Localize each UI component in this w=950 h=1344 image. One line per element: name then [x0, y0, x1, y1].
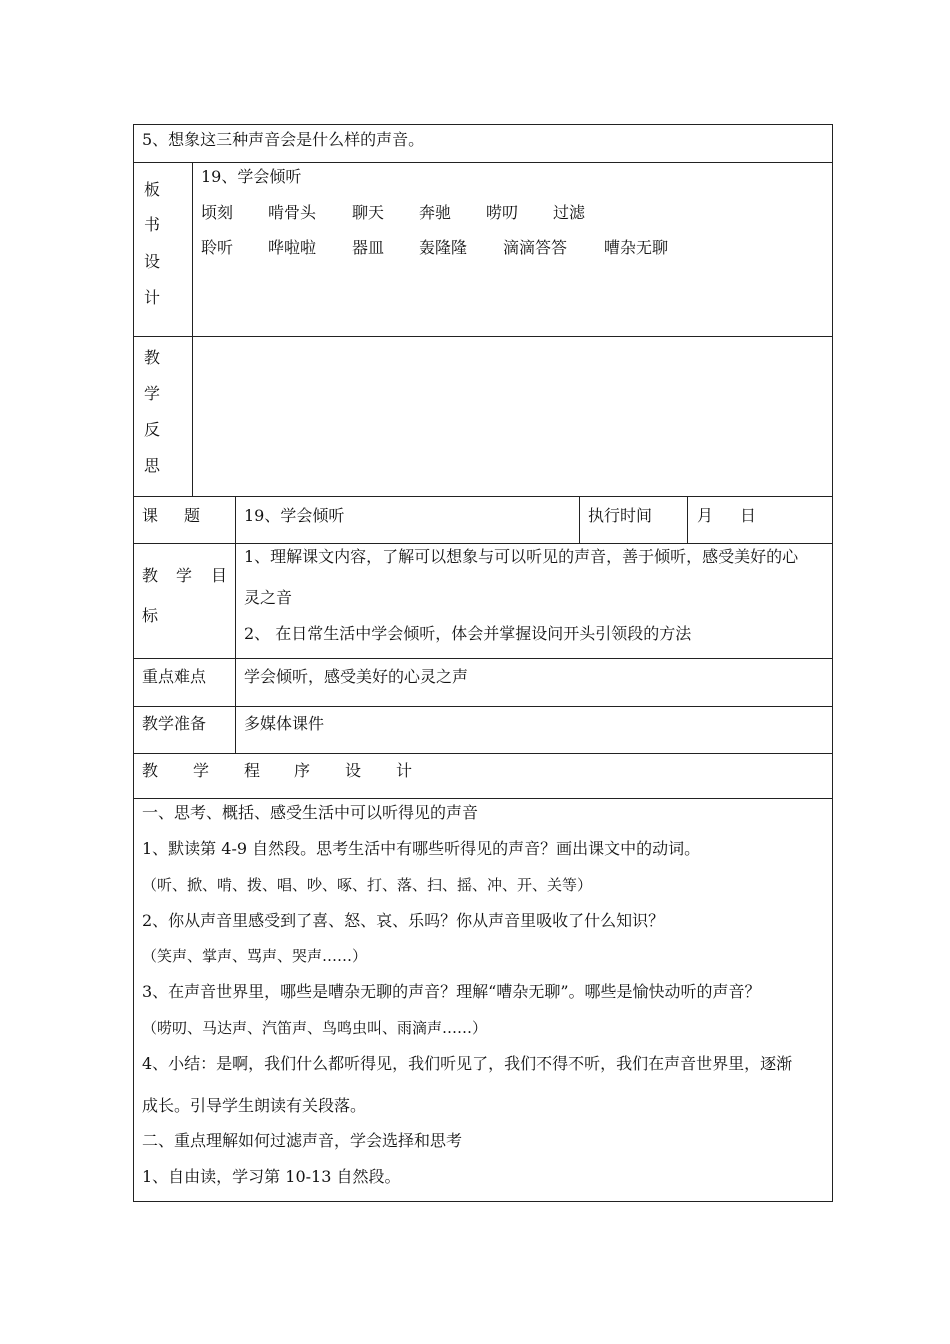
time-label: 执行时间	[588, 506, 653, 525]
reflection-label-char: 思	[144, 456, 161, 475]
board-word: 聊天	[352, 203, 385, 222]
board-word: 哗啦啦	[268, 238, 317, 257]
procedure-header-char: 计	[396, 761, 413, 780]
goals-line: 灵之音	[244, 588, 293, 607]
procedure-line: 一、思考、概括、感受生活中可以听得见的声音	[142, 803, 479, 822]
goals-label-d: 标	[142, 606, 159, 625]
row-divider	[133, 706, 833, 707]
goals-label-b: 学	[176, 566, 193, 585]
prep-value: 多媒体课件	[244, 714, 325, 733]
procedure-line: 4、小结：是啊，我们什么都听得见，我们听见了，我们不得不听，我们在声音世界里，逐渐	[142, 1054, 793, 1073]
top-row-text: 5、想象这三种声音会是什么样的声音。	[142, 130, 425, 149]
col-divider	[579, 496, 580, 543]
reflection-label-char: 反	[144, 420, 161, 439]
procedure-header-char: 设	[345, 761, 362, 780]
reflection-label-char: 教	[144, 348, 161, 367]
board-word: 器皿	[352, 238, 385, 257]
board-label-char: 设	[144, 252, 161, 271]
row-divider	[133, 496, 833, 497]
col-divider	[687, 496, 688, 543]
procedure-line: 2、你从声音里感受到了喜、怒、哀、乐吗？你从声音里吸收了什么知识？	[142, 911, 665, 930]
board-word: 轰隆隆	[419, 238, 468, 257]
procedure-line: （唠叨、马达声、汽笛声、鸟鸣虫叫、雨滴声……）	[142, 1019, 488, 1037]
row-divider	[133, 162, 833, 163]
procedure-line: （听、掀、啃、拨、唱、吵、啄、打、落、扫、摇、冲、开、关等）	[142, 876, 593, 894]
board-word: 聆听	[201, 238, 234, 257]
month-label: 月	[697, 506, 714, 525]
day-label: 日	[740, 506, 757, 525]
procedure-line: 二、重点理解如何过滤声音，学会选择和思考	[142, 1131, 463, 1150]
procedure-line: 1、默读第 4-9 自然段。思考生活中有哪些听得见的声音？画出课文中的动词。	[142, 839, 701, 858]
procedure-header-char: 序	[294, 761, 311, 780]
key-points-value: 学会倾听，感受美好的心灵之声	[244, 667, 469, 686]
topic-value: 19、学会倾听	[244, 506, 345, 525]
col-divider	[235, 496, 236, 753]
row-divider	[133, 658, 833, 659]
reflection-label-char: 学	[144, 384, 161, 403]
board-word: 奔驰	[419, 203, 452, 222]
board-word: 嘈杂无聊	[604, 238, 669, 257]
board-label-char: 计	[144, 288, 161, 307]
row-divider	[133, 753, 833, 754]
key-points-label: 重点难点	[142, 667, 207, 686]
board-title: 19、学会倾听	[201, 167, 302, 186]
row-divider	[133, 798, 833, 799]
goals-line: 1、理解课文内容，了解可以想象与可以听见的声音，善于倾听，感受美好的心	[244, 547, 799, 566]
prep-label: 教学准备	[142, 714, 207, 733]
col-divider	[192, 162, 193, 496]
procedure-line: 成长。引导学生朗读有关段落。	[142, 1096, 367, 1115]
topic-label-a: 课	[142, 506, 159, 525]
procedure-header-char: 教	[142, 761, 159, 780]
lesson-plan-table	[133, 124, 833, 1202]
board-word: 过滤	[553, 203, 586, 222]
procedure-line: 1、自由读，学习第 10-13 自然段。	[142, 1167, 401, 1186]
board-word: 唠叨	[486, 203, 519, 222]
board-word: 滴滴答答	[503, 238, 568, 257]
board-label-char: 书	[144, 215, 161, 234]
board-label-char: 板	[144, 180, 161, 199]
goals-label-a: 教	[142, 566, 159, 585]
topic-label-b: 题	[184, 506, 201, 525]
row-divider	[133, 543, 833, 544]
board-word: 啃骨头	[268, 203, 317, 222]
procedure-header-char: 程	[244, 761, 261, 780]
goals-label-c: 目	[211, 566, 228, 585]
procedure-line: 3、在声音世界里，哪些是嘈杂无聊的声音？理解“嘈杂无聊”。哪些是愉快动听的声音？	[142, 982, 761, 1001]
procedure-header-char: 学	[193, 761, 210, 780]
board-word: 顷刻	[201, 203, 234, 222]
procedure-line: （笑声、掌声、骂声、哭声……）	[142, 947, 368, 965]
goals-line: 2、 在日常生活中学会倾听，体会并掌握设问开头引领段的方法	[244, 624, 692, 643]
row-divider	[133, 336, 833, 337]
